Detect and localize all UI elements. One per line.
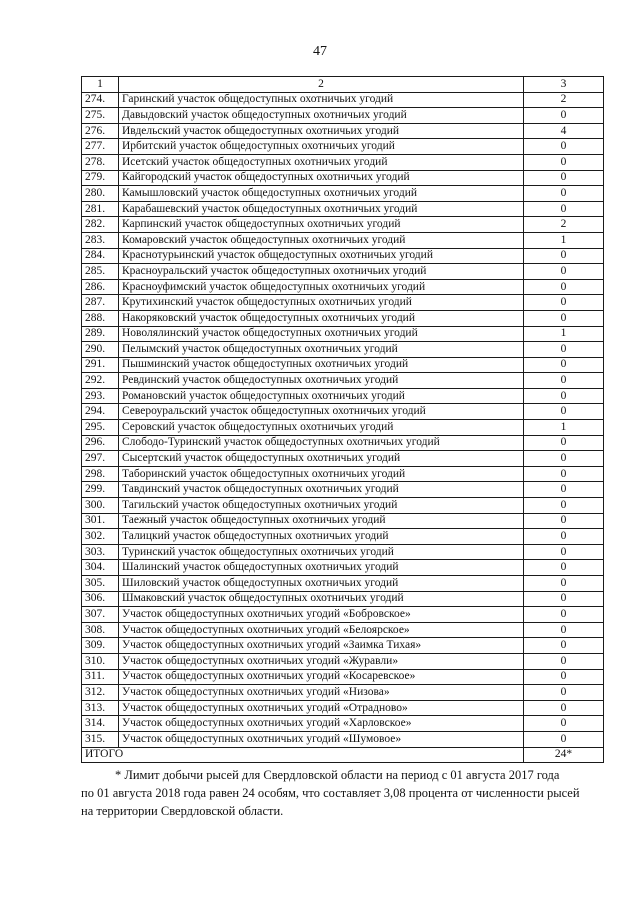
row-name-cell: Карпинский участок общедоступных охотничьих угодий	[119, 217, 524, 233]
table-row	[82, 482, 604, 498]
row-value-cell: 0	[524, 653, 604, 669]
row-name-cell: Таежный участок общедоступных охотничьих угодий	[119, 513, 524, 529]
table-row	[82, 451, 604, 467]
row-value-cell: 0	[524, 201, 604, 217]
table-row	[82, 248, 604, 264]
row-number-cell: 298.	[82, 466, 119, 482]
total-value: 24*	[524, 747, 604, 763]
row-name-cell: Тагильский участок общедоступных охотничьих угодий	[119, 498, 524, 514]
row-number-cell: 286.	[82, 279, 119, 295]
table-row	[82, 139, 604, 155]
row-value-cell: 0	[524, 591, 604, 607]
row-name-cell: Серовский участок общедоступных охотничьих угодий	[119, 420, 524, 436]
page-number: 47	[313, 44, 327, 59]
row-name-cell: Участок общедоступных охотничьих угодий «Бобровское»	[119, 607, 524, 623]
row-value-cell: 0	[524, 170, 604, 186]
table-row	[82, 560, 604, 576]
table-row	[82, 170, 604, 186]
row-value-cell: 0	[524, 248, 604, 264]
row-number-cell: 315.	[82, 731, 119, 747]
table-row	[82, 123, 604, 139]
row-value-cell: 0	[524, 279, 604, 295]
table-row	[82, 622, 604, 638]
row-value-cell: 0	[524, 264, 604, 280]
row-value-cell: 0	[524, 139, 604, 155]
row-value-cell: 0	[524, 357, 604, 373]
table-row	[82, 217, 604, 233]
table-row	[82, 326, 604, 342]
row-value-cell: 0	[524, 295, 604, 311]
table-row	[82, 653, 604, 669]
row-value-cell: 0	[524, 310, 604, 326]
row-number-cell: 301.	[82, 513, 119, 529]
row-name-cell: Новолялинский участок общедоступных охотничьих угодий	[119, 326, 524, 342]
row-name-cell: Участок общедоступных охотничьих угодий «Харловское»	[119, 716, 524, 732]
table-row	[82, 716, 604, 732]
footnote-line-1: * Лимит добычи рысей для Свердловской области на период с 01 августа 2017 года	[115, 768, 560, 782]
row-number-cell: 306.	[82, 591, 119, 607]
table-row	[82, 388, 604, 404]
table-row	[82, 685, 604, 701]
row-value-cell: 0	[524, 700, 604, 716]
row-name-cell: Пышминский участок общедоступных охотничьих угодий	[119, 357, 524, 373]
table-row	[82, 544, 604, 560]
row-number-cell: 293.	[82, 388, 119, 404]
row-number-cell: 308.	[82, 622, 119, 638]
row-value-cell: 0	[524, 451, 604, 467]
row-name-cell: Таборинский участок общедоступных охотничьих угодий	[119, 466, 524, 482]
row-value-cell: 0	[524, 685, 604, 701]
row-value-cell: 0	[524, 466, 604, 482]
row-number-cell: 290.	[82, 342, 119, 358]
row-name-cell: Шиловский участок общедоступных охотничьих угодий	[119, 576, 524, 592]
row-number-cell: 310.	[82, 653, 119, 669]
row-name-cell: Крутихинский участок общедоступных охотничьих угодий	[119, 295, 524, 311]
row-name-cell: Участок общедоступных охотничьих угодий «Шумовое»	[119, 731, 524, 747]
row-value-cell: 0	[524, 607, 604, 623]
row-name-cell: Сысертский участок общедоступных охотничьих угодий	[119, 451, 524, 467]
row-name-cell: Ирбитский участок общедоступных охотничьих угодий	[119, 139, 524, 155]
row-value-cell: 0	[524, 108, 604, 124]
row-number-cell: 299.	[82, 482, 119, 498]
row-value-cell: 1	[524, 420, 604, 436]
row-value-cell: 0	[524, 716, 604, 732]
table-row	[82, 669, 604, 685]
row-number-cell: 303.	[82, 544, 119, 560]
table-row	[82, 513, 604, 529]
row-value-cell: 0	[524, 342, 604, 358]
row-name-cell: Накоряковский участок общедоступных охотничьих угодий	[119, 310, 524, 326]
row-value-cell: 1	[524, 232, 604, 248]
row-number-cell: 285.	[82, 264, 119, 280]
row-name-cell: Туринский участок общедоступных охотничьих угодий	[119, 544, 524, 560]
row-name-cell: Участок общедоступных охотничьих угодий «Отрадново»	[119, 700, 524, 716]
table-row	[82, 373, 604, 389]
row-number-cell: 280.	[82, 186, 119, 202]
table-row	[82, 232, 604, 248]
footnote-line-2: по 01 августа 2018 года равен 24 особям, что составляет 3,08 процента от численности рысей	[81, 786, 580, 800]
row-value-cell: 4	[524, 123, 604, 139]
table-row	[82, 638, 604, 654]
row-value-cell: 2	[524, 92, 604, 108]
row-name-cell: Участок общедоступных охотничьих угодий «Низова»	[119, 685, 524, 701]
row-name-cell: Участок общедоступных охотничьих угодий «Заимка Тихая»	[119, 638, 524, 654]
table-row	[82, 435, 604, 451]
table-row	[82, 498, 604, 514]
row-name-cell: Шалинский участок общедоступных охотничьих угодий	[119, 560, 524, 576]
row-number-cell: 295.	[82, 420, 119, 436]
row-number-cell: 288.	[82, 310, 119, 326]
row-number-cell: 275.	[82, 108, 119, 124]
row-number-cell: 305.	[82, 576, 119, 592]
row-number-cell: 297.	[82, 451, 119, 467]
hunting-limits-table	[81, 76, 604, 763]
table-header-row	[82, 77, 604, 93]
row-number-cell: 274.	[82, 92, 119, 108]
table-row	[82, 154, 604, 170]
row-name-cell: Кайгородский участок общедоступных охотничьих угодий	[119, 170, 524, 186]
row-number-cell: 283.	[82, 232, 119, 248]
row-number-cell: 284.	[82, 248, 119, 264]
row-value-cell: 0	[524, 560, 604, 576]
row-value-cell: 0	[524, 669, 604, 685]
row-name-cell: Комаровский участок общедоступных охотничьих угодий	[119, 232, 524, 248]
row-value-cell: 0	[524, 388, 604, 404]
table-row	[82, 404, 604, 420]
table-row	[82, 357, 604, 373]
row-name-cell: Краснотурьинский участок общедоступных охотничьих угодий	[119, 248, 524, 264]
header-cell-number: 1	[82, 77, 119, 93]
row-value-cell: 0	[524, 731, 604, 747]
table-row	[82, 576, 604, 592]
total-row	[82, 747, 604, 763]
row-number-cell: 281.	[82, 201, 119, 217]
row-number-cell: 278.	[82, 154, 119, 170]
row-value-cell: 0	[524, 544, 604, 560]
table-body	[82, 77, 604, 763]
row-number-cell: 291.	[82, 357, 119, 373]
row-name-cell: Участок общедоступных охотничьих угодий «Журавли»	[119, 653, 524, 669]
row-number-cell: 279.	[82, 170, 119, 186]
row-number-cell: 307.	[82, 607, 119, 623]
row-number-cell: 292.	[82, 373, 119, 389]
row-value-cell: 0	[524, 154, 604, 170]
table-row	[82, 466, 604, 482]
row-value-cell: 0	[524, 638, 604, 654]
row-name-cell: Участок общедоступных охотничьих угодий «Косаревское»	[119, 669, 524, 685]
row-name-cell: Участок общедоступных охотничьих угодий «Белоярское»	[119, 622, 524, 638]
row-name-cell: Североуральский участок общедоступных охотничьих угодий	[119, 404, 524, 420]
row-number-cell: 276.	[82, 123, 119, 139]
row-number-cell: 294.	[82, 404, 119, 420]
table-row	[82, 264, 604, 280]
table-row	[82, 186, 604, 202]
header-cell-value: 3	[524, 77, 604, 93]
row-name-cell: Талицкий участок общедоступных охотничьих угодий	[119, 529, 524, 545]
table-row	[82, 108, 604, 124]
row-name-cell: Слободо-Туринский участок общедоступных охотничьих угодий	[119, 435, 524, 451]
table-row	[82, 342, 604, 358]
row-value-cell: 2	[524, 217, 604, 233]
row-value-cell: 0	[524, 435, 604, 451]
row-name-cell: Давыдовский участок общедоступных охотничьих угодий	[119, 108, 524, 124]
row-number-cell: 296.	[82, 435, 119, 451]
row-name-cell: Гаринский участок общедоступных охотничьих угодий	[119, 92, 524, 108]
total-label: ИТОГО	[82, 747, 524, 763]
table-row	[82, 607, 604, 623]
table-row	[82, 201, 604, 217]
table-row	[82, 279, 604, 295]
table-row	[82, 420, 604, 436]
row-name-cell: Романовский участок общедоступных охотничьих угодий	[119, 388, 524, 404]
header-cell-name: 2	[119, 77, 524, 93]
table-row	[82, 295, 604, 311]
row-value-cell: 0	[524, 513, 604, 529]
footnote-line-3: на территории Свердловской области.	[81, 804, 284, 818]
row-number-cell: 314.	[82, 716, 119, 732]
row-value-cell: 0	[524, 373, 604, 389]
row-name-cell: Красноуфимский участок общедоступных охотничьих угодий	[119, 279, 524, 295]
footnote	[81, 766, 603, 820]
row-value-cell: 0	[524, 404, 604, 420]
row-value-cell: 0	[524, 186, 604, 202]
row-value-cell: 0	[524, 529, 604, 545]
row-name-cell: Ивдельский участок общедоступных охотничьих угодий	[119, 123, 524, 139]
row-number-cell: 313.	[82, 700, 119, 716]
row-name-cell: Пелымский участок общедоступных охотничьих угодий	[119, 342, 524, 358]
table-row	[82, 731, 604, 747]
row-number-cell: 312.	[82, 685, 119, 701]
row-number-cell: 287.	[82, 295, 119, 311]
row-number-cell: 277.	[82, 139, 119, 155]
table-row	[82, 92, 604, 108]
table-row	[82, 591, 604, 607]
table-row	[82, 310, 604, 326]
row-name-cell: Красноуральский участок общедоступных охотничьих угодий	[119, 264, 524, 280]
row-number-cell: 302.	[82, 529, 119, 545]
row-number-cell: 311.	[82, 669, 119, 685]
row-number-cell: 282.	[82, 217, 119, 233]
row-value-cell: 0	[524, 482, 604, 498]
row-value-cell: 0	[524, 622, 604, 638]
row-name-cell: Исетский участок общедоступных охотничьих угодий	[119, 154, 524, 170]
table-row	[82, 529, 604, 545]
row-number-cell: 300.	[82, 498, 119, 514]
row-name-cell: Камышловский участок общедоступных охотничьих угодий	[119, 186, 524, 202]
row-name-cell: Карабашевский участок общедоступных охотничьих угодий	[119, 201, 524, 217]
row-number-cell: 309.	[82, 638, 119, 654]
row-value-cell: 0	[524, 576, 604, 592]
row-number-cell: 289.	[82, 326, 119, 342]
row-name-cell: Ревдинский участок общедоступных охотничьих угодий	[119, 373, 524, 389]
row-number-cell: 304.	[82, 560, 119, 576]
table-row	[82, 700, 604, 716]
row-value-cell: 0	[524, 498, 604, 514]
row-value-cell: 1	[524, 326, 604, 342]
row-name-cell: Шмаковский участок общедоступных охотничьих угодий	[119, 591, 524, 607]
row-name-cell: Тавдинский участок общедоступных охотничьих угодий	[119, 482, 524, 498]
